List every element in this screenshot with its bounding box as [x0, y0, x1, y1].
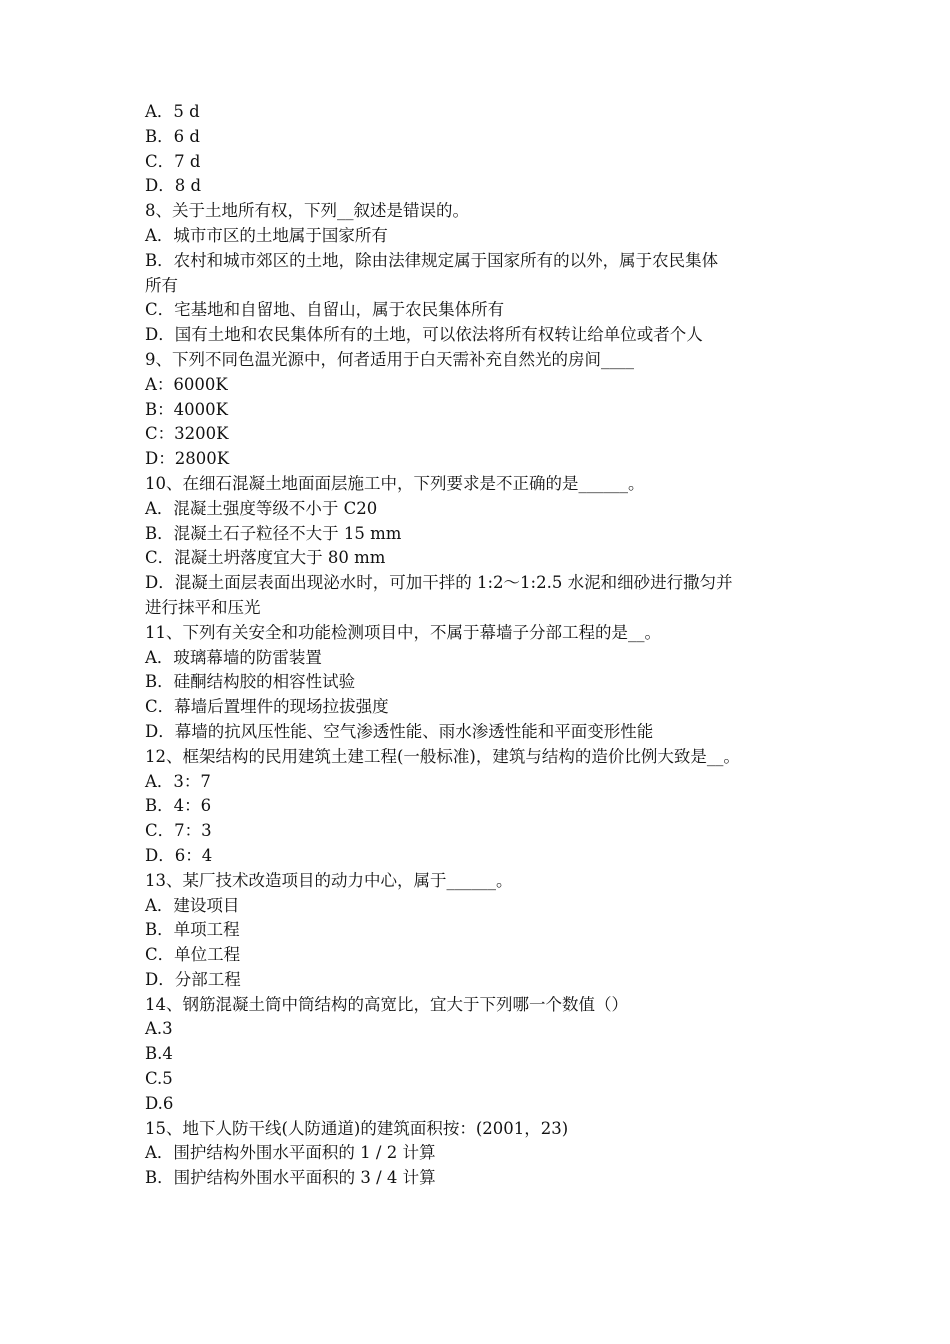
text-line: D．分部工程 — [145, 969, 241, 989]
text-line: C．7：3 — [145, 821, 212, 841]
question-11: 11、下列有关安全和功能检测项目中，不属于幕墙子分部工程的是__。 — [145, 622, 661, 642]
text-line: C.5 — [145, 1069, 173, 1089]
text-line: A．混凝土强度等级不小于 C20 — [145, 498, 378, 518]
text-line: 所有 — [145, 275, 178, 295]
question-10: 10、在细石混凝土地面面层施工中，下列要求是不正确的是______。 — [145, 473, 645, 493]
text-line: D．幕墙的抗风压性能、空气渗透性能、雨水渗透性能和平面变形性能 — [145, 721, 654, 741]
text-line: D．6：4 — [145, 845, 213, 865]
document-page — [145, 100, 815, 1191]
text-line: D．混凝土面层表面出现泌水时，可加干拌的 1:2～1:2.5 水泥和细砂进行撒匀并 — [145, 573, 733, 593]
text-line: D：2800K — [145, 449, 230, 469]
text-line: C．宅基地和自留地、自留山，属于农民集体所有 — [145, 300, 505, 320]
text-line: A.3 — [145, 1019, 173, 1039]
text-line: B．农村和城市郊区的土地，除由法律规定属于国家所有的以外，属于农民集体 — [145, 250, 719, 270]
text-line: B．硅酮结构胶的相容性试验 — [145, 672, 356, 692]
text-line: B．4：6 — [145, 796, 212, 816]
text-line: C．7 d — [145, 151, 201, 171]
text-line: B．混凝土石子粒径不大于 15 mm — [145, 523, 402, 543]
text-line: D．8 d — [145, 176, 202, 196]
text-line: A．建设项目 — [145, 895, 240, 915]
text-line: 进行抹平和压光 — [145, 597, 261, 617]
question-15: 15、地下人防干线(人防通道)的建筑面积按：(2001，23) — [145, 1118, 569, 1138]
text-line: B.4 — [145, 1044, 173, 1064]
text-line: B．围护结构外围水平面积的 3 / 4 计算 — [145, 1168, 436, 1188]
text-line: B：4000K — [145, 399, 228, 419]
text-line: A．城市市区的土地属于国家所有 — [145, 225, 388, 245]
question-8: 8、关于土地所有权，下列__叙述是错误的。 — [145, 201, 469, 221]
text-line: B．6 d — [145, 126, 200, 146]
text-line: C：3200K — [145, 424, 229, 444]
text-line: D.6 — [145, 1093, 174, 1113]
text-line: A．玻璃幕墙的防雷装置 — [145, 647, 322, 667]
text-line: A．3：7 — [145, 771, 211, 791]
text-line: A．围护结构外围水平面积的 1 / 2 计算 — [145, 1143, 436, 1163]
question-9: 9、下列不同色温光源中，何者适用于白天需补充自然光的房间____ — [145, 349, 634, 369]
text-line: A：6000K — [145, 374, 228, 394]
question-14: 14、钢筋混凝土筒中筒结构的高宽比，宜大于下列哪一个数值（） — [145, 994, 628, 1014]
text-line: C．混凝土坍落度宜大于 80 mm — [145, 548, 386, 568]
text-line: C．单位工程 — [145, 945, 241, 965]
text-line: A．5 d — [145, 102, 200, 121]
text-line: B．单项工程 — [145, 920, 240, 940]
text-line: D．国有土地和农民集体所有的土地，可以依法将所有权转让给单位或者个人 — [145, 325, 703, 345]
question-12: 12、框架结构的民用建筑土建工程(一般标准)，建筑与结构的造价比例大致是__。 — [145, 746, 740, 766]
question-13: 13、某厂技术改造项目的动力中心，属于______。 — [145, 870, 513, 890]
text-line: C．幕墙后置埋件的现场拉拔强度 — [145, 697, 389, 717]
